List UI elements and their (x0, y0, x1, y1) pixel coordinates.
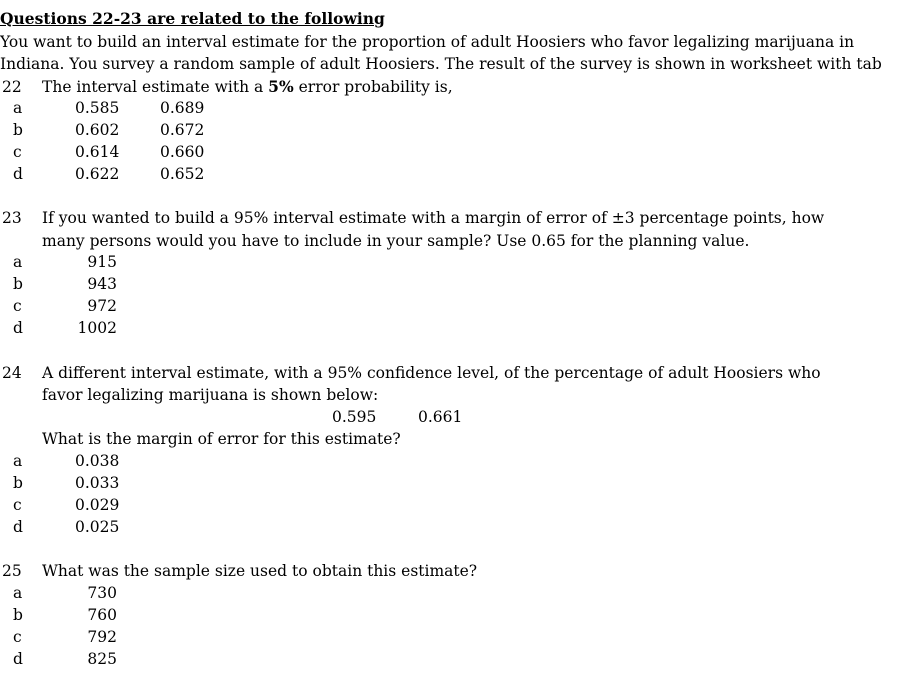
option-high: 0.672 (160, 121, 205, 139)
option-letter: b (13, 275, 23, 293)
option-low: 0.622 (75, 165, 120, 183)
question-text-line-2: favor legalizing marijuana is shown below: (42, 386, 379, 404)
option-row (0, 317, 906, 339)
option-value: 0.033 (75, 474, 120, 492)
question-23 (0, 207, 906, 229)
option-letter: b (13, 121, 23, 139)
option-value: 0.029 (75, 496, 120, 514)
option-row (0, 450, 906, 472)
option-row (0, 163, 906, 185)
option-value: 730 (87, 584, 117, 602)
interval-high: 0.661 (418, 408, 463, 426)
option-row (0, 295, 906, 317)
option-letter: b (13, 606, 23, 624)
option-row (0, 251, 906, 273)
question-number: 23 (2, 209, 22, 227)
question-24-line-2 (0, 384, 906, 406)
option-letter: c (13, 297, 22, 315)
option-letter: a (13, 452, 23, 470)
option-row (0, 648, 906, 670)
option-low: 0.614 (75, 143, 120, 161)
interval-low: 0.595 (332, 408, 377, 426)
option-value: 792 (87, 628, 117, 646)
option-value: 1002 (77, 319, 117, 337)
option-value: 0.038 (75, 452, 120, 470)
option-letter: c (13, 143, 22, 161)
option-letter: d (13, 165, 23, 183)
option-letter: a (13, 99, 23, 117)
question-text: The interval estimate with a 5% error probability is, (42, 77, 453, 96)
question-23-line-2 (0, 230, 906, 252)
option-letter: a (13, 584, 23, 602)
option-value: 972 (87, 297, 117, 315)
option-low: 0.585 (75, 99, 120, 117)
option-value: 0.025 (75, 518, 120, 536)
option-row (0, 626, 906, 648)
option-letter: d (13, 319, 23, 337)
option-high: 0.689 (160, 99, 205, 117)
option-letter: b (13, 474, 23, 492)
option-value: 825 (87, 650, 117, 668)
intro-line-1: You want to build an interval estimate for the proportion of adult Hoosiers who favor legalizing marijuana in (0, 33, 855, 51)
option-letter: c (13, 496, 22, 514)
option-high: 0.652 (160, 165, 205, 183)
option-letter: d (13, 518, 23, 536)
question-number: 22 (2, 78, 22, 96)
question-number: 25 (2, 562, 22, 580)
option-letter: d (13, 650, 23, 668)
option-row (0, 582, 906, 604)
option-row (0, 119, 906, 141)
intro-line-2: Indiana. You survey a random sample of adult Hoosiers. The result of the survey is shown in worksheet with tab (0, 55, 882, 73)
question-22 (0, 76, 906, 98)
question-text-line-1: A different interval estimate, with a 95% confidence level, of the percentage of adult Hoosiers who (42, 364, 821, 382)
question-text-line-2: many persons would you have to include in your sample? Use 0.65 for the planning value. (42, 232, 750, 250)
option-row (0, 472, 906, 494)
question-24 (0, 362, 906, 384)
option-value: 760 (87, 606, 117, 624)
question-text: What was the sample size used to obtain this estimate? (42, 562, 478, 580)
question-24-prompt (0, 428, 906, 450)
question-text-line-1: If you wanted to build a 95% interval estimate with a margin of error of ±3 percentage points, how (42, 209, 825, 227)
option-row (0, 494, 906, 516)
option-low: 0.602 (75, 121, 120, 139)
option-letter: a (13, 253, 23, 271)
option-row (0, 604, 906, 626)
option-high: 0.660 (160, 143, 205, 161)
section-heading: Questions 22-23 are related to the following (0, 9, 385, 28)
option-value: 915 (87, 253, 117, 271)
option-row (0, 516, 906, 538)
option-value: 943 (87, 275, 117, 293)
option-row (0, 97, 906, 119)
question-number: 24 (2, 364, 22, 382)
option-row (0, 141, 906, 163)
question-25 (0, 560, 906, 582)
option-letter: c (13, 628, 22, 646)
interval-row (0, 406, 906, 428)
option-row (0, 273, 906, 295)
question-prompt: What is the margin of error for this estimate? (42, 430, 401, 448)
